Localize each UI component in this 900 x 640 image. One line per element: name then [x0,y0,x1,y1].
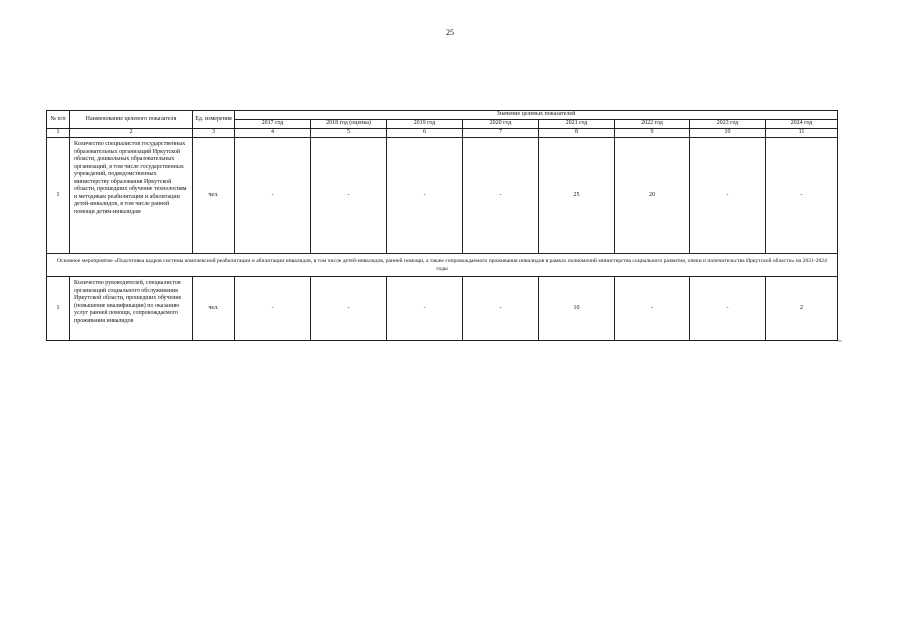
column-number: 8 [539,129,615,138]
table-row [47,277,838,341]
indicator-unit: чел. [193,138,235,254]
column-number: 5 [311,129,387,138]
header-year: 2019 год [387,120,463,129]
column-numbers-row [47,129,838,138]
event-row [47,254,838,277]
column-number: 11 [766,129,838,138]
indicator-value: - [766,138,838,254]
column-number: 2 [70,129,193,138]
indicator-value: 20 [615,138,690,254]
target-indicators-table [46,110,838,341]
header-year: 2020 год [463,120,539,129]
header-unit: Ед. измерения [193,111,235,129]
indicator-name: Количество руководителей, специалистов организаций социального обслуживания Иркутской области, прошедших обучение (повышение квалификации) по оказанию услуг ранней помощи, сопровождаемого проживания инвалидов [70,277,193,341]
column-number: 3 [193,129,235,138]
main-event-text: Основное мероприятие «Подготовка кадров системы комплексной реабилитации и абилитации инвалидов, в том числе детей-инвалидов, ранней помощи, а также сопровождаемого проживания инвалидов в рамках полномочий министерства социального развития, опеки и попечительства Иркутской области» на 2021-2024 годы [47,254,838,277]
indicator-value: 2 [766,277,838,341]
header-year: 2024 год [766,120,838,129]
row-num: 1 [47,277,70,341]
header-year: 2018 год (оценка) [311,120,387,129]
indicator-value: - [311,138,387,254]
indicator-value: 10 [539,277,615,341]
column-number: 7 [463,129,539,138]
indicator-value: - [690,277,766,341]
header-year: 2017 год [235,120,311,129]
header-num: № п/п [47,111,70,129]
indicator-value: 25 [539,138,615,254]
column-number: 9 [615,129,690,138]
indicator-value: - [615,277,690,341]
column-number: 4 [235,129,311,138]
indicator-value: - [387,277,463,341]
page-number: 25 [446,28,454,37]
indicator-value: - [235,277,311,341]
column-number: 10 [690,129,766,138]
closing-quote-mark: ». [838,338,843,344]
indicator-value: - [463,138,539,254]
header-year: 2021 год [539,120,615,129]
header-name: Наименование целевого показателя [70,111,193,129]
table-row [47,138,838,254]
column-number: 6 [387,129,463,138]
indicator-value: - [387,138,463,254]
indicator-value: - [311,277,387,341]
indicator-value: - [463,277,539,341]
indicator-name: Количество специалистов государственных образовательных организаций Иркутской области, дошкольных образовательных организаций, в том числе государственных учреждений, подведомственных министерству образования Иркутской области, прошедших обучение технологиям и методикам реабилитации и абилитации детей-инвалидов, в том числе ранней помощи детям-инвалидам [70,138,193,254]
header-year: 2022 год [615,120,690,129]
indicator-value: - [235,138,311,254]
indicator-unit: чел. [193,277,235,341]
header-values-group: Значение целевых показателей [235,111,838,120]
indicator-value: - [690,138,766,254]
header-year: 2023 год [690,120,766,129]
row-num: 1 [47,138,70,254]
column-number: 1 [47,129,70,138]
